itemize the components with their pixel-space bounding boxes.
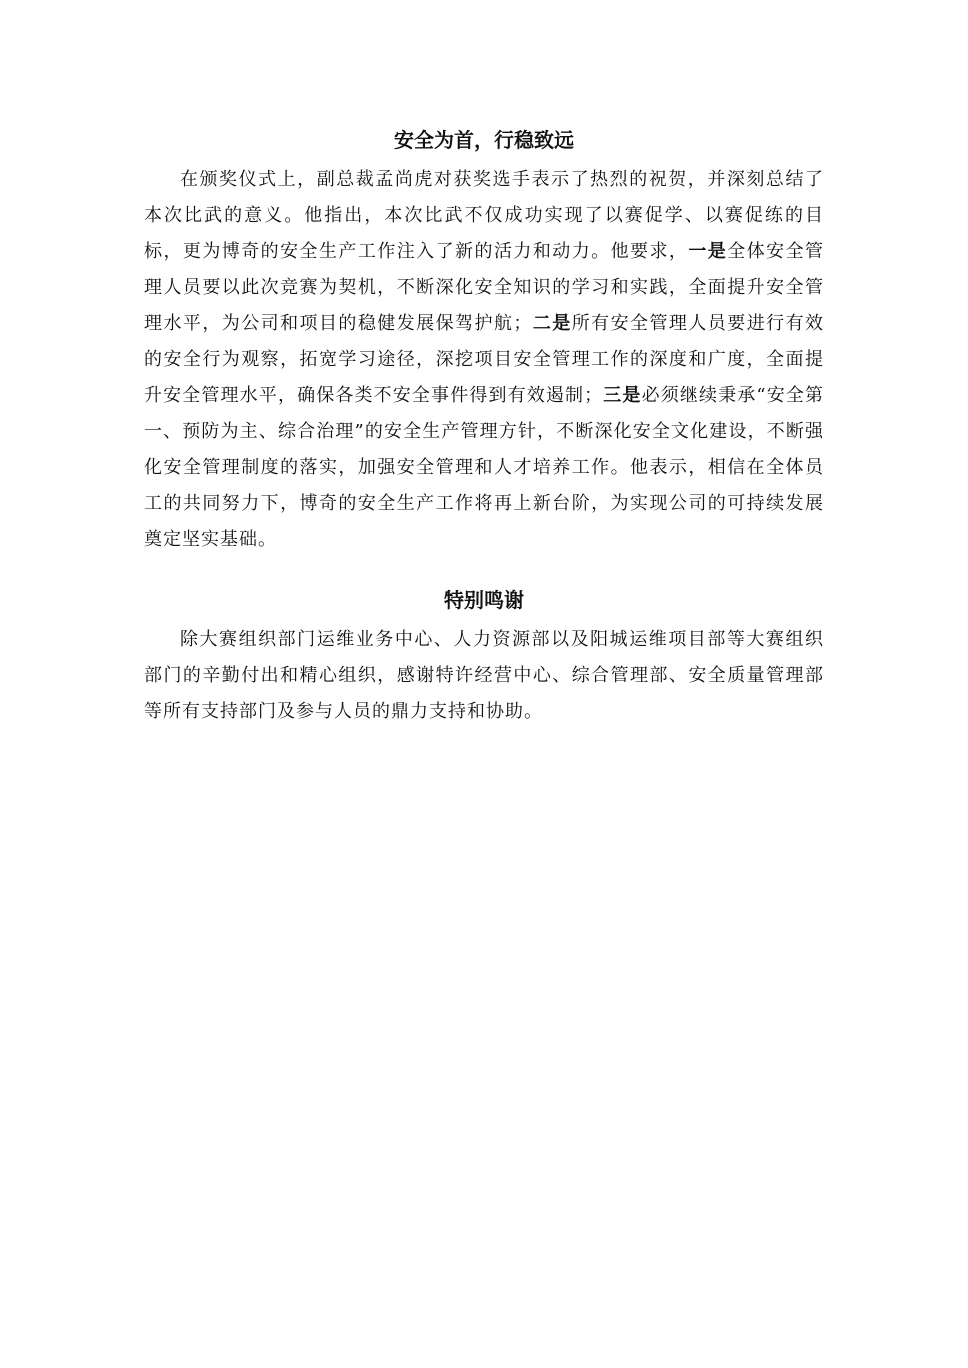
text-run: 在颁奖仪式上，副总裁孟尚虎对获奖选手表示了热烈的祝贺，并深刻总结了本次比武的意义。他指出，本次比武不仅成功实现了以赛促学、以赛促练的目标，更为博奇的安全生产工作注入了新的活力和动力。他要求， [144,169,824,262]
paragraph-acknowledgement: 除大赛组织部门运维业务中心、人力资源部以及阳城运维项目部等大赛组织部门的辛勤付出和精心组织，感谢特许经营中心、综合管理部、安全质量管理部等所有支持部门及参与人员的鼎力支持和协助。 [144,629,824,722]
section-title-acknowledgement: 特别鸣谢 [444,588,524,612]
bold-marker-second: 二是 [532,313,572,334]
section-spacer [144,558,824,578]
text-run: 全体安全管理人员要以此次竞赛为契机，不断深化安全知识的学习和实践，全面提升安全管理水平，为公司和项目的稳健发展保驾护航； [144,241,825,334]
bold-marker-third: 三是 [603,385,642,406]
section-title-safety: 安全为首，行稳致远 [394,128,574,152]
paragraph-award-ceremony [144,162,824,558]
document-content [144,118,824,730]
text-run: 所有安全管理人员要进行有效的安全行为观察，拓宽学习途径，深挖项目安全管理工作的深度和广度，全面提升安全管理水平，确保各类不安全事件得到有效遏制； [144,313,825,406]
text-run: 必须继续秉承“安全第一、预防为主、综合治理”的安全生产管理方针，不断深化安全文化建设，不断强化安全管理制度的落实，加强安全管理和人才培养工作。他表示，相信在全体员工的共同努力下，博奇的安全生产工作将再上新台阶，为实现公司的可持续发展奠定坚实基础。 [144,385,825,550]
bold-marker-first: 一是 [688,241,728,262]
